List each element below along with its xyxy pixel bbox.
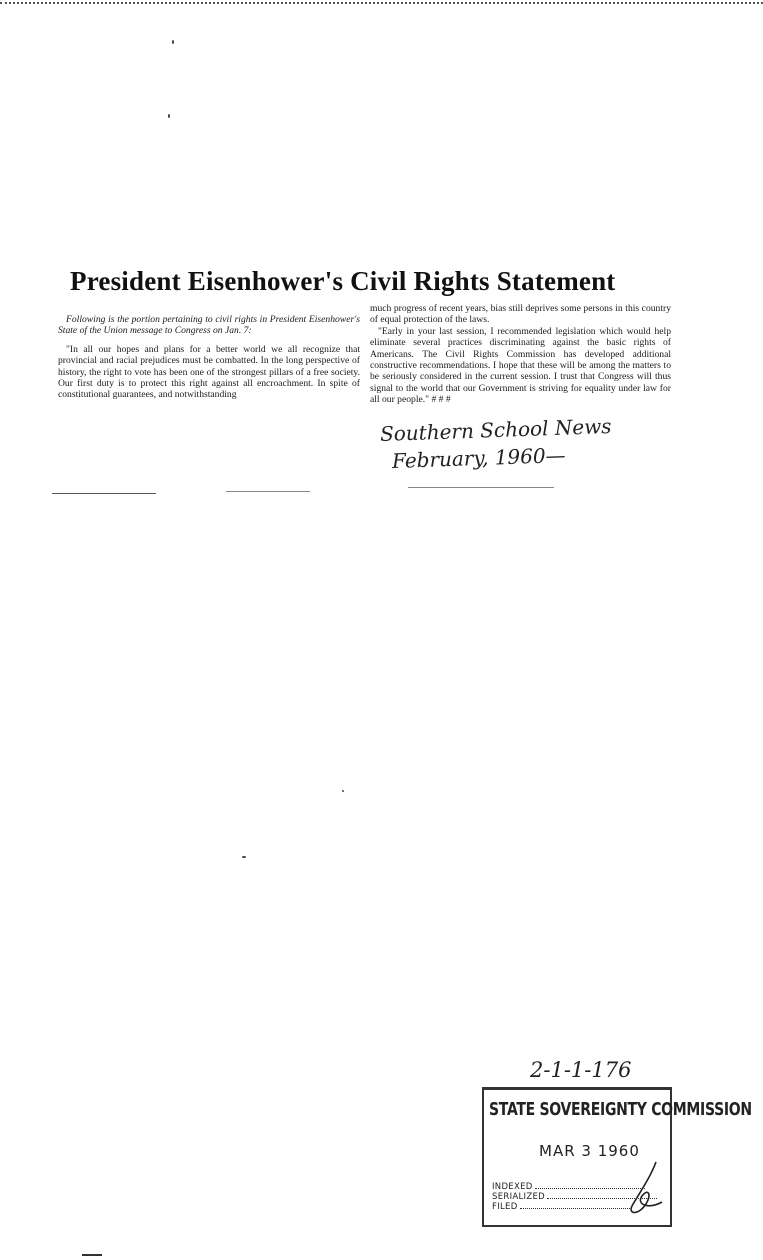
article-paragraph: "In all our hopes and plans for a better world we all recognize that provincial and racial prejudices must be combatted. In the long perspective of history, the right to vote has been one of the strongest pillars of a free society. Our first duty is to protect this right against all encroachment. In spite of constitutional guarantees, and notwithstanding xyxy=(58,343,360,401)
stamp-filed-row xyxy=(492,1202,630,1212)
paper-speck xyxy=(342,790,344,792)
article-intro: Following is the portion pertaining to civil rights in President Eisenhower's State of the Union message to Congress on Jan. 7: xyxy=(58,314,360,337)
stamp-title: STATE SOVEREIGNTY COMMISSION xyxy=(489,1100,752,1120)
handwritten-date: February, 1960— xyxy=(391,442,566,474)
stamp-indexed-label: INDEXED xyxy=(492,1182,533,1192)
clipping-bottom-rule xyxy=(52,493,156,494)
stamp-file-number: 2-1-1-176 xyxy=(530,1058,632,1082)
article-left-column xyxy=(58,314,360,401)
page-top-edge xyxy=(0,2,763,7)
stamp-filed-label: FILED xyxy=(492,1202,518,1212)
article-right-column xyxy=(370,303,671,406)
paper-speck xyxy=(168,114,170,118)
paper-speck xyxy=(172,40,174,44)
article-paragraph: "Early in your last session, I recommended legislation which would help eliminate several practices discriminating against the basic rights of Americans. The Civil Rights Commission has developed additional constructive recommendations. I hope that these will be among the matters to be seriously considered in the current session. I trust that Congress will thus signal to the world that our Government is striving for equality under law for all our people." # # # xyxy=(370,325,671,406)
clipping-bottom-rule xyxy=(226,491,310,492)
clipping-bottom-rule xyxy=(408,487,554,488)
article-paragraph: much progress of recent years, bias still deprives some persons in this country of equal protection of the laws. xyxy=(370,303,671,326)
paper-speck xyxy=(242,856,246,858)
stamp-serialized-label: SERIALIZED xyxy=(492,1192,545,1202)
margin-mark xyxy=(82,1254,102,1256)
article-headline: President Eisenhower's Civil Rights Statement xyxy=(70,266,616,296)
stamp-date: MAR 3 1960 xyxy=(539,1142,640,1160)
handwritten-source: Southern School News xyxy=(379,413,612,447)
stamp-dotted-line xyxy=(520,1208,630,1209)
handwritten-initials xyxy=(618,1160,668,1220)
